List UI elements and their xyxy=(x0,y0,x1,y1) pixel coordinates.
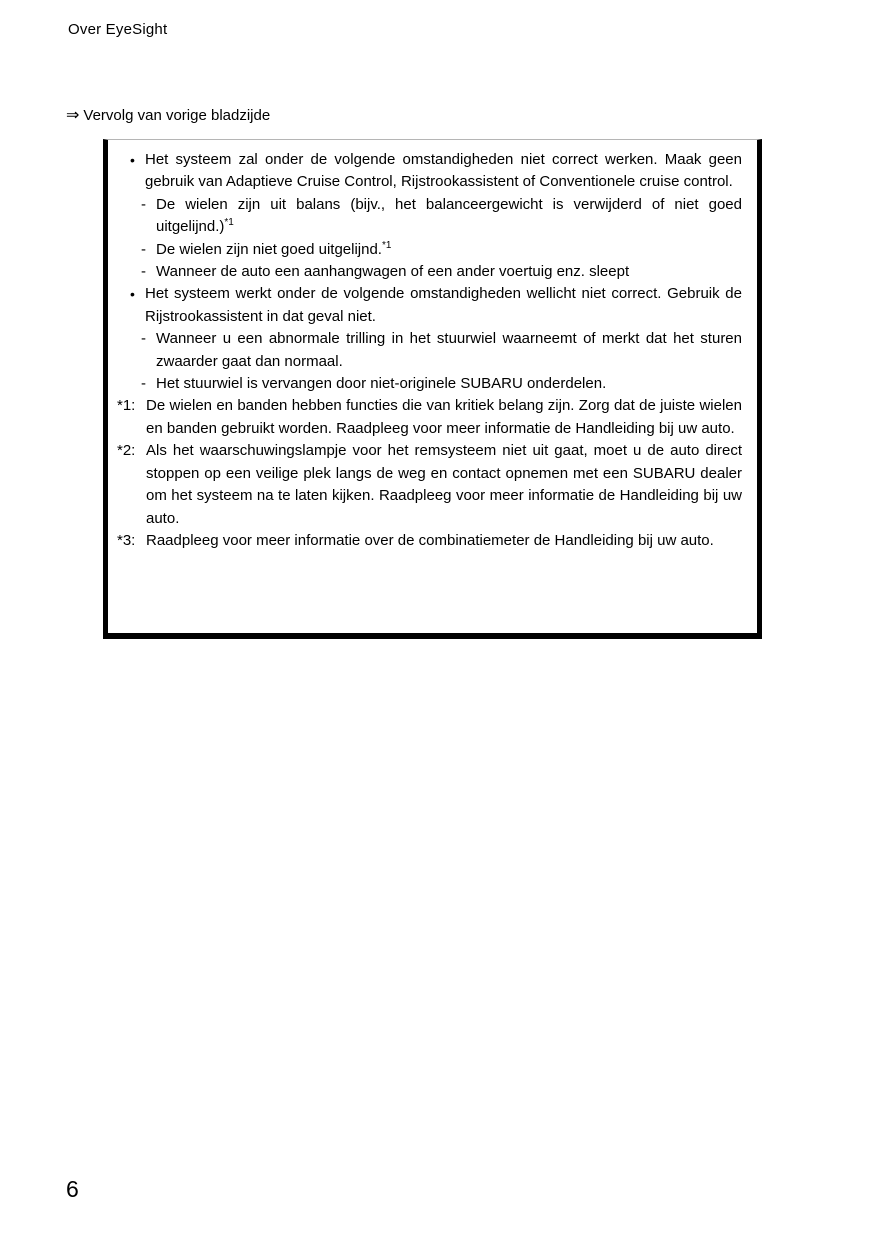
footnote-item xyxy=(108,530,757,552)
sub-item-body: Wanneer de auto een aanhangwagen of een ander voertuig enz. sleept xyxy=(156,263,630,281)
sub-list-item-text xyxy=(156,194,742,239)
sub-list-item xyxy=(108,261,757,283)
continuation-text: Vervolg van vorige bladzijde xyxy=(83,107,271,124)
sub-list-item xyxy=(108,373,757,395)
sub-item-body: Het stuurwiel is vervangen door niet-originele SUBARU onderdelen. xyxy=(156,375,607,393)
dash-marker: - xyxy=(141,240,146,258)
list-item-text: Het systeem zal onder de volgende omstandigheden niet correct werken. Maak geen gebruik van Adaptieve Cruise Control, Rijstrookassistent of Conventionele cruise control. xyxy=(145,151,742,191)
footnote-text: Raadpleeg voor meer informatie over de combinatiemeter de Handleiding bij uw auto. xyxy=(146,531,714,549)
dash-marker: - xyxy=(141,330,146,348)
sub-list-item xyxy=(108,239,757,261)
bullet-marker: • xyxy=(130,152,135,168)
dash-marker: - xyxy=(141,263,146,281)
notice-box xyxy=(103,139,762,639)
sub-list-item-text xyxy=(156,239,742,261)
page-number: 6 xyxy=(66,1176,79,1202)
footnote-ref: *1 xyxy=(224,217,234,229)
sub-list-item xyxy=(108,328,757,373)
footnote-item xyxy=(108,440,757,530)
dash-marker: - xyxy=(141,195,146,213)
running-header: Over EyeSight xyxy=(68,21,168,38)
sub-list-item-text xyxy=(156,328,742,373)
bullet-marker: • xyxy=(130,286,135,303)
footnote-marker: *2: xyxy=(117,442,136,460)
footnote-marker: *1: xyxy=(117,397,136,415)
footnote-item xyxy=(108,395,757,440)
dash-marker: - xyxy=(141,375,146,393)
sub-item-body: De wielen zijn uit balans (bijv., het balanceergewicht is verwijderd of niet goed uitgelijnd.) xyxy=(156,195,742,236)
list-item-text: Het systeem werkt onder de volgende omstandigheden wellicht niet correct. Gebruik de Rijstrookassistent in dat geval niet. xyxy=(145,285,742,325)
list-item xyxy=(108,149,757,194)
continuation-note xyxy=(66,105,270,125)
sub-list-item-text xyxy=(156,261,742,283)
footnote-text: De wielen en banden hebben functies die van kritiek belang zijn. Zorg dat de juiste wielen en banden gebruikt worden. Raadpleeg voor meer informatie de Handleiding bij uw auto. xyxy=(146,397,742,437)
footnote-marker: *3: xyxy=(117,531,136,549)
footnote-text: Als het waarschuwingslampje voor het remsysteem niet uit gaat, moet u de auto direct stoppen op een veilige plek langs de weg en contact opnemen met een SUBARU dealer om het systeem na te laten kijken. Raadpleeg voor meer informatie de Handleiding bij uw auto. xyxy=(146,442,742,527)
list-item xyxy=(108,283,757,328)
footnote-ref: *1 xyxy=(381,239,392,251)
sub-item-body: Wanneer u een abnormale trilling in het stuurwiel waarneemt of merkt dat het sturen zwaarder gaat dan normaal. xyxy=(156,330,742,370)
double-arrow-icon: ⇒ xyxy=(66,107,80,124)
sub-list-item xyxy=(108,194,757,239)
sub-list-item-text xyxy=(156,373,742,395)
sub-item-body: De wielen zijn niet goed uitgelijnd. xyxy=(156,240,382,258)
